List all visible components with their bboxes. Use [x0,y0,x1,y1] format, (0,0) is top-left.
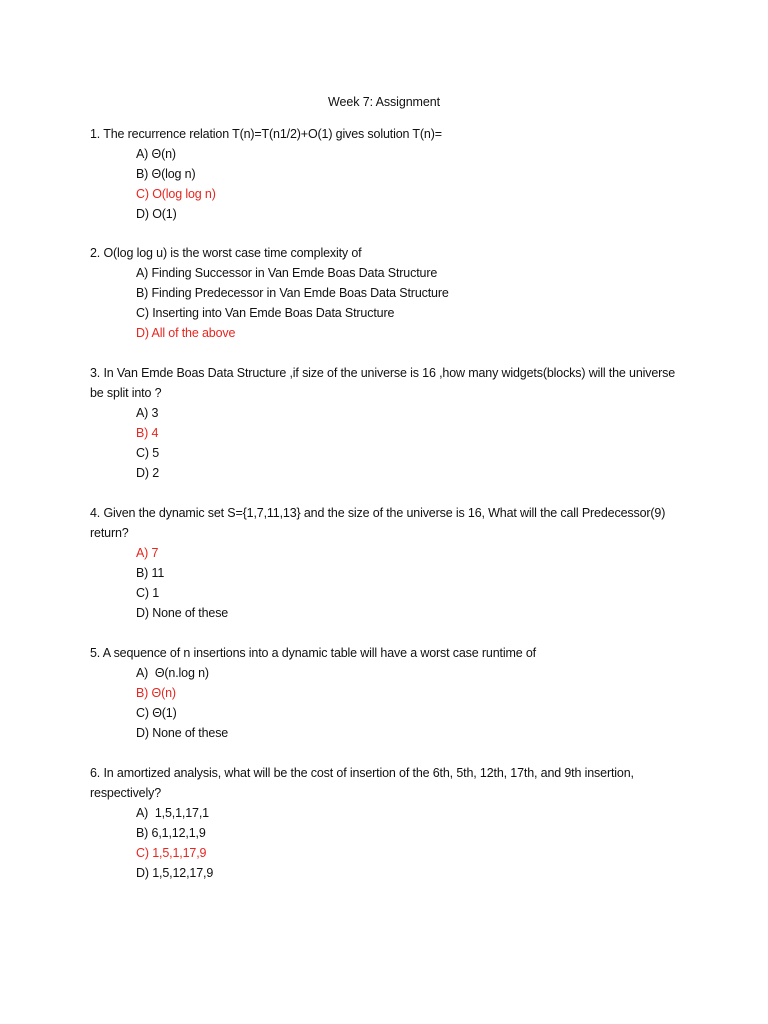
page-title: Week 7: Assignment [328,95,440,109]
question-text: 3. In Van Emde Boas Data Structure ,if size of the universe is 16 ,how many widgets(blocks) will the universe be split into ? [90,366,676,400]
option-c: C) 1 [136,586,160,600]
option-a: A) Finding Successor in Van Emde Boas Data Structure [136,266,438,280]
option-list [90,663,690,743]
option-list [90,803,690,883]
option-b: B) Θ(n) [136,686,176,700]
option-d: D) O(1) [136,207,177,221]
question-2 [90,243,690,343]
option-c: C) Θ(1) [136,706,177,720]
option-d: D) All of the above [136,326,236,340]
option-d: D) None of these [136,726,229,740]
option-a: A) 7 [136,546,159,560]
option-d: D) 2 [136,466,160,480]
option-c: C) 1,5,1,17,9 [136,846,207,860]
option-c: C) 5 [136,446,160,460]
option-a: A) Θ(n) [136,147,176,161]
question-text: 2. O(log log u) is the worst case time complexity of [90,246,362,260]
option-a: A) 3 [136,406,159,420]
option-b: B) 11 [136,566,165,580]
question-1 [90,124,690,224]
option-d: D) 1,5,12,17,9 [136,866,214,880]
option-a: A) Θ(n.log n) [136,666,209,680]
option-b: B) Θ(log n) [136,167,196,181]
option-b: B) 4 [136,426,159,440]
option-c: C) O(log log n) [136,187,216,201]
question-6 [90,763,690,883]
question-4 [90,503,690,623]
option-c: C) Inserting into Van Emde Boas Data Structure [136,306,395,320]
question-text: 5. A sequence of n insertions into a dynamic table will have a worst case runtime of [90,646,536,660]
question-text: 6. In amortized analysis, what will be the cost of insertion of the 6th, 5th, 12th, 17th, and 9th insertion, respectively? [90,766,634,800]
option-a: A) 1,5,1,17,1 [136,806,209,820]
option-b: B) Finding Predecessor in Van Emde Boas Data Structure [136,286,449,300]
question-text: 4. Given the dynamic set S={1,7,11,13} and the size of the universe is 16, What will the call Predecessor(9) return? [90,506,666,540]
option-b: B) 6,1,12,1,9 [136,826,206,840]
question-text: 1. The recurrence relation T(n)=T(n1/2)+O(1) gives solution T(n)= [90,127,442,141]
option-list [90,543,690,623]
question-3 [90,363,690,483]
option-list [90,144,690,224]
question-5 [90,643,690,743]
option-list [90,263,690,343]
option-d: D) None of these [136,606,229,620]
option-list [90,403,690,483]
